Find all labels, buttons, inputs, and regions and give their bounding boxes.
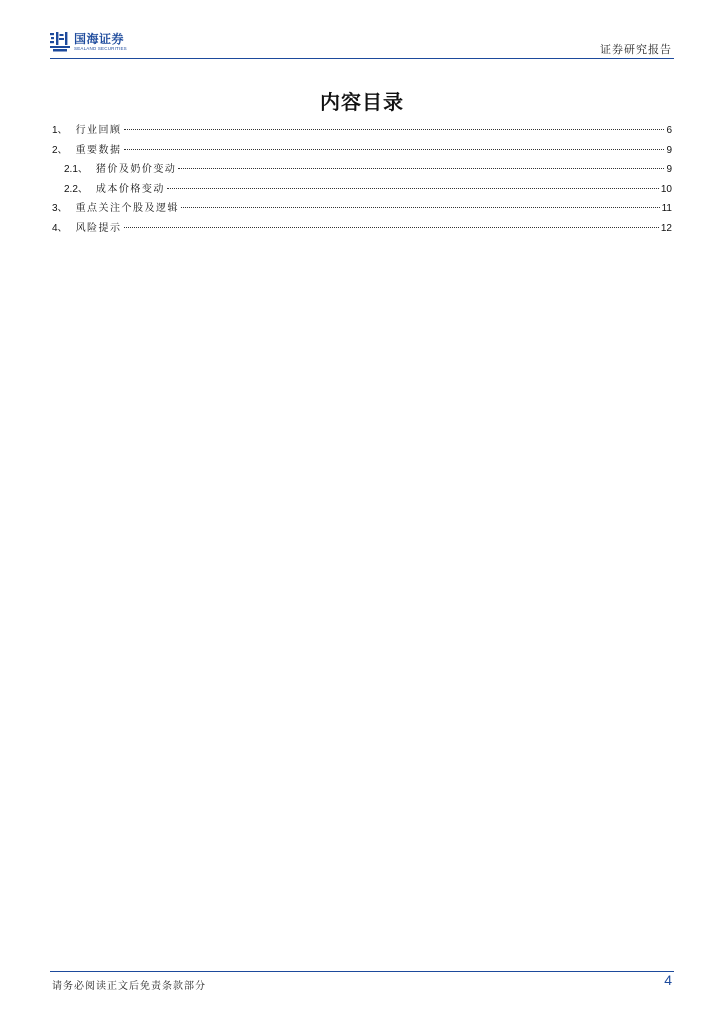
- toc-entry[interactable]: [52, 121, 672, 141]
- header-divider: [50, 58, 674, 59]
- page-header: [50, 28, 674, 62]
- table-of-contents: [52, 121, 672, 238]
- toc-entry-page: 9: [666, 164, 672, 175]
- toc-subentry[interactable]: [52, 160, 672, 180]
- sealand-logo-icon: [50, 32, 70, 52]
- toc-entry-title: 成本价格变动: [95, 183, 165, 195]
- toc-entry-page: 9: [666, 144, 672, 156]
- toc-subentry[interactable]: [52, 180, 672, 200]
- toc-entry[interactable]: [52, 219, 672, 239]
- toc-entry-number: 3、: [52, 203, 68, 214]
- toc-entry-title: 重要数据: [75, 144, 122, 156]
- toc-dot-leader: [124, 149, 664, 150]
- toc-dot-leader: [181, 207, 660, 208]
- toc-entry[interactable]: [52, 199, 672, 219]
- toc-entry-number: 1、: [52, 125, 68, 136]
- toc-entry-page: 11: [661, 203, 672, 214]
- toc-dot-leader: [178, 168, 664, 169]
- toc-dot-leader: [167, 188, 659, 189]
- toc-entry-number: 2.1、: [64, 164, 88, 175]
- toc-entry-title: 猪价及奶价变动: [95, 164, 177, 175]
- toc-entry[interactable]: [52, 141, 672, 161]
- toc-entry-page: 10: [660, 183, 672, 195]
- toc-entry-page: 12: [660, 222, 672, 234]
- report-type-label: 证券研究报告: [600, 43, 672, 56]
- toc-entry-number: 2、: [52, 144, 68, 156]
- toc-entry-title: 风险提示: [75, 222, 122, 234]
- toc-entry-number: 4、: [52, 222, 68, 234]
- disclaimer-note: 请务必阅读正文后免责条款部分: [52, 981, 206, 992]
- toc-dot-leader: [124, 129, 664, 130]
- logo-name-en: SEALAND SECURITIES: [74, 45, 127, 51]
- footer-divider: [50, 971, 674, 972]
- company-logo: [50, 30, 127, 54]
- toc-title: 内容目录: [320, 90, 404, 114]
- toc-entry-title: 重点关注个股及逻辑: [75, 203, 180, 214]
- logo-name-cn: 国海证券: [74, 31, 125, 46]
- toc-dot-leader: [124, 227, 659, 228]
- toc-entry-page: 6: [666, 125, 672, 136]
- toc-entry-number: 2.2、: [64, 183, 88, 195]
- page-number: 4: [664, 972, 672, 988]
- toc-entry-title: 行业回顾: [75, 125, 122, 136]
